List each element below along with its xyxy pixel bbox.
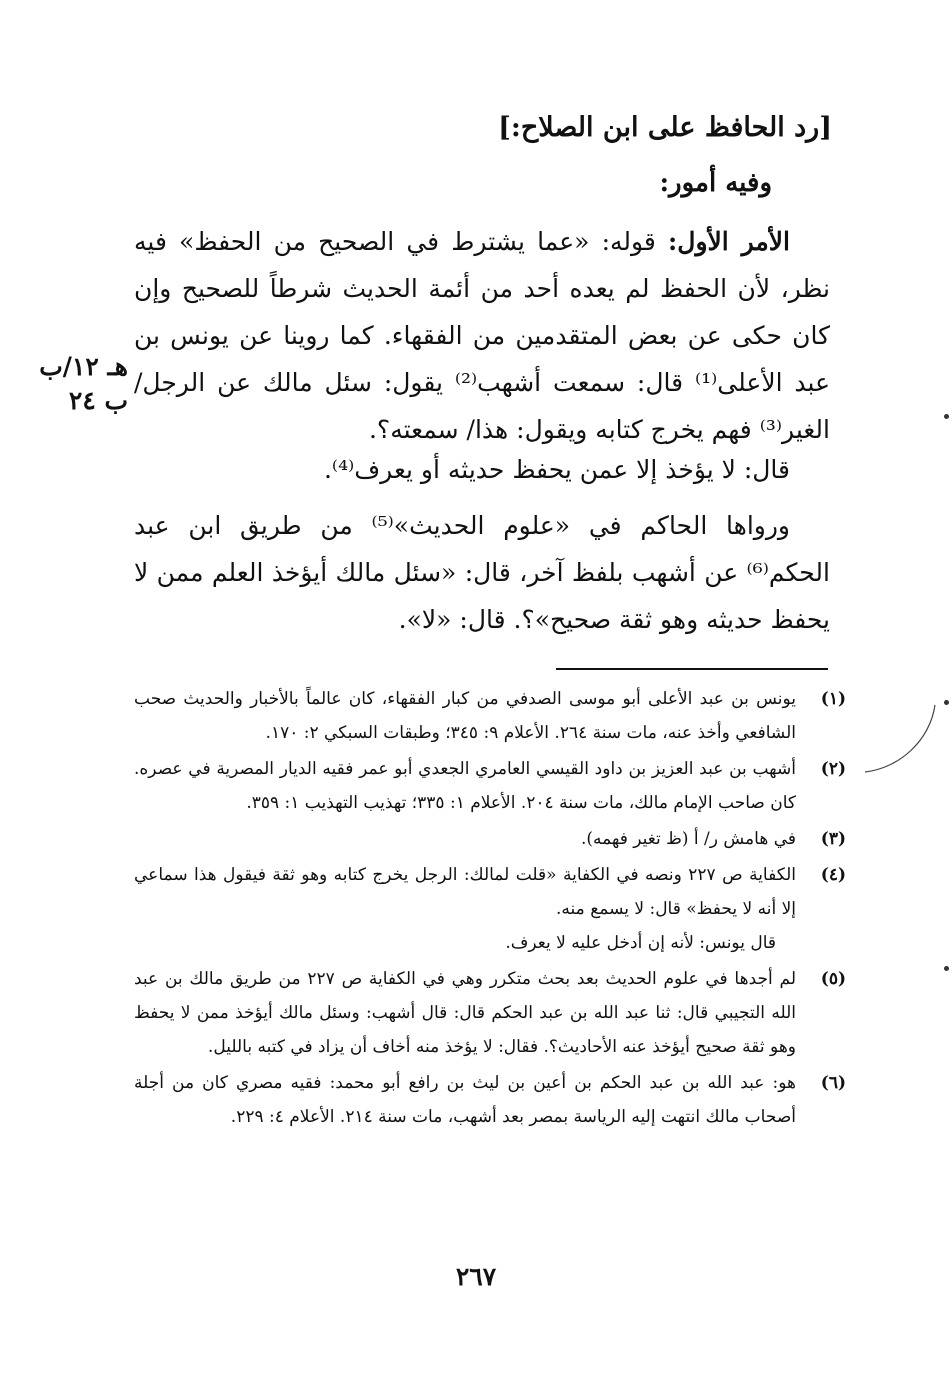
- footnote-text: في هامش ر/ أ (ظ تغير فهمه).: [580, 829, 796, 849]
- section-heading: [رد الحافظ على ابن الصلاح:]: [498, 112, 832, 143]
- footnote-item: [134, 822, 846, 856]
- scan-mark: [944, 966, 949, 971]
- footnote-number: (١): [820, 689, 846, 709]
- footnote-item: [134, 752, 846, 820]
- margin-ref-line-2: ب ٢٤: [68, 386, 128, 415]
- footnote-item: [134, 962, 846, 1064]
- paragraph-malik-answer: قال: لا يؤخذ إلا عمن يحفظ حديثه أو يعرف⁽⁴⁾.: [323, 455, 790, 484]
- margin-ref-line-1: هـ ١٢/ب: [39, 352, 128, 381]
- footnote-number: (٤): [820, 865, 846, 885]
- scan-mark: [944, 700, 949, 705]
- scan-mark: [944, 414, 949, 419]
- footnote-text: أشهب بن عبد العزيز بن داود القيسي العامري الجعدي أبو عمر فقيه الديار المصرية في عصره. كان صاحب الإمام مالك، مات سنة ٢٠٤. الأعلام ١: ٣٣٥؛ تهذيب التهذيب ١: ٣٥٩.: [134, 759, 796, 813]
- footnote-text: هو: عبد الله بن عبد الحكم بن أعين بن ليث بن رافع أبو محمد: فقيه مصري كان من أجلة أصحاب مالك انتهت إليه الرياسة بمصر بعد أشهب، مات سنة ٢١٤. الأعلام ٤: ٢٢٩.: [134, 1073, 796, 1127]
- footnote-text-continuation: قال يونس: لأنه إن أدخل عليه لا يعرف.: [505, 933, 776, 953]
- footnote-separator: [556, 668, 828, 670]
- footnote-item: [134, 682, 846, 750]
- paragraph-body: قوله: «عما يشترط في الصحيح من الحفظ» فيه نظر، لأن الحفظ لم يعده أحد من أئمة الحديث شرطاً للصحيح وإن كان حكى عن بعض المتقدمين من الفقهاء. كما روينا عن يونس بن عبد الأعلى⁽¹⁾ قال: سمعت أشهب⁽²⁾ يقول: سئل مالك عن الرجل/ الغير⁽³⁾ فهم يخرج كتابه ويقول: هذا/ سمعته؟.: [134, 227, 831, 444]
- footnotes-list: [134, 682, 846, 1136]
- section-subheading: وفيه أمور:: [659, 168, 772, 198]
- footnote-number: (٢): [820, 759, 846, 779]
- footnote-number: (٦): [820, 1073, 846, 1093]
- scan-curve-mark: [860, 700, 940, 780]
- footnote-number: (٣): [820, 829, 846, 849]
- footnote-item: [134, 1066, 846, 1134]
- paragraph-first-matter: [134, 218, 830, 453]
- page-number: ٢٦٧: [455, 1262, 497, 1291]
- footnote-text: لم أجدها في علوم الحديث بعد بحث متكرر وهي في الكفاية ص ٢٢٧ من طريق مالك بن عبد الله التجيبي قال: ثنا عبد الله بن عبد الحكم قال: قال أشهب: وسئل مالك أيؤخذ ممن لا يحفظ وهو ثقة صحيح أيؤخذ عنه الأحاديث؟. فقال: لا يؤخذ منه أخاف أن يزاد في كتبه بالليل.: [134, 969, 797, 1057]
- footnote-item: [134, 858, 846, 960]
- footnote-text-main: الكفاية ص ٢٢٧ ونصه في الكفاية «قلت لمالك: الرجل يخرج كتابه وهو ثقة فيقول هذا سماعي إلا أنه لا يحفظ» قال: لا يسمع منه.: [134, 865, 796, 919]
- paragraph-hakim-narration: ورواها الحاكم في «علوم الحديث»⁽⁵⁾ من طريق ابن عبد الحكم⁽⁶⁾ عن أشهب بلفظ آخر، قال: «سئل مالك أيؤخذ العلم ممن لا يحفظ حديثه وهو ثقة صحيح»؟. قال: «لا».: [134, 511, 830, 634]
- footnote-number: (٥): [820, 969, 846, 989]
- footnote-text: يونس بن عبد الأعلى أبو موسى الصدفي من كبار الفقهاء، كان عالماً بالأخبار والحديث صحب الشافعي وأخذ عنه، مات سنة ٢٦٤. الأعلام ٩: ٣٤٥؛ وطبقات السبكي ٢: ١٧٠.: [134, 689, 796, 743]
- manuscript-margin-reference: [28, 350, 128, 418]
- footnote-text: [134, 858, 796, 960]
- paragraph-lead: الأمر الأول:: [668, 227, 791, 256]
